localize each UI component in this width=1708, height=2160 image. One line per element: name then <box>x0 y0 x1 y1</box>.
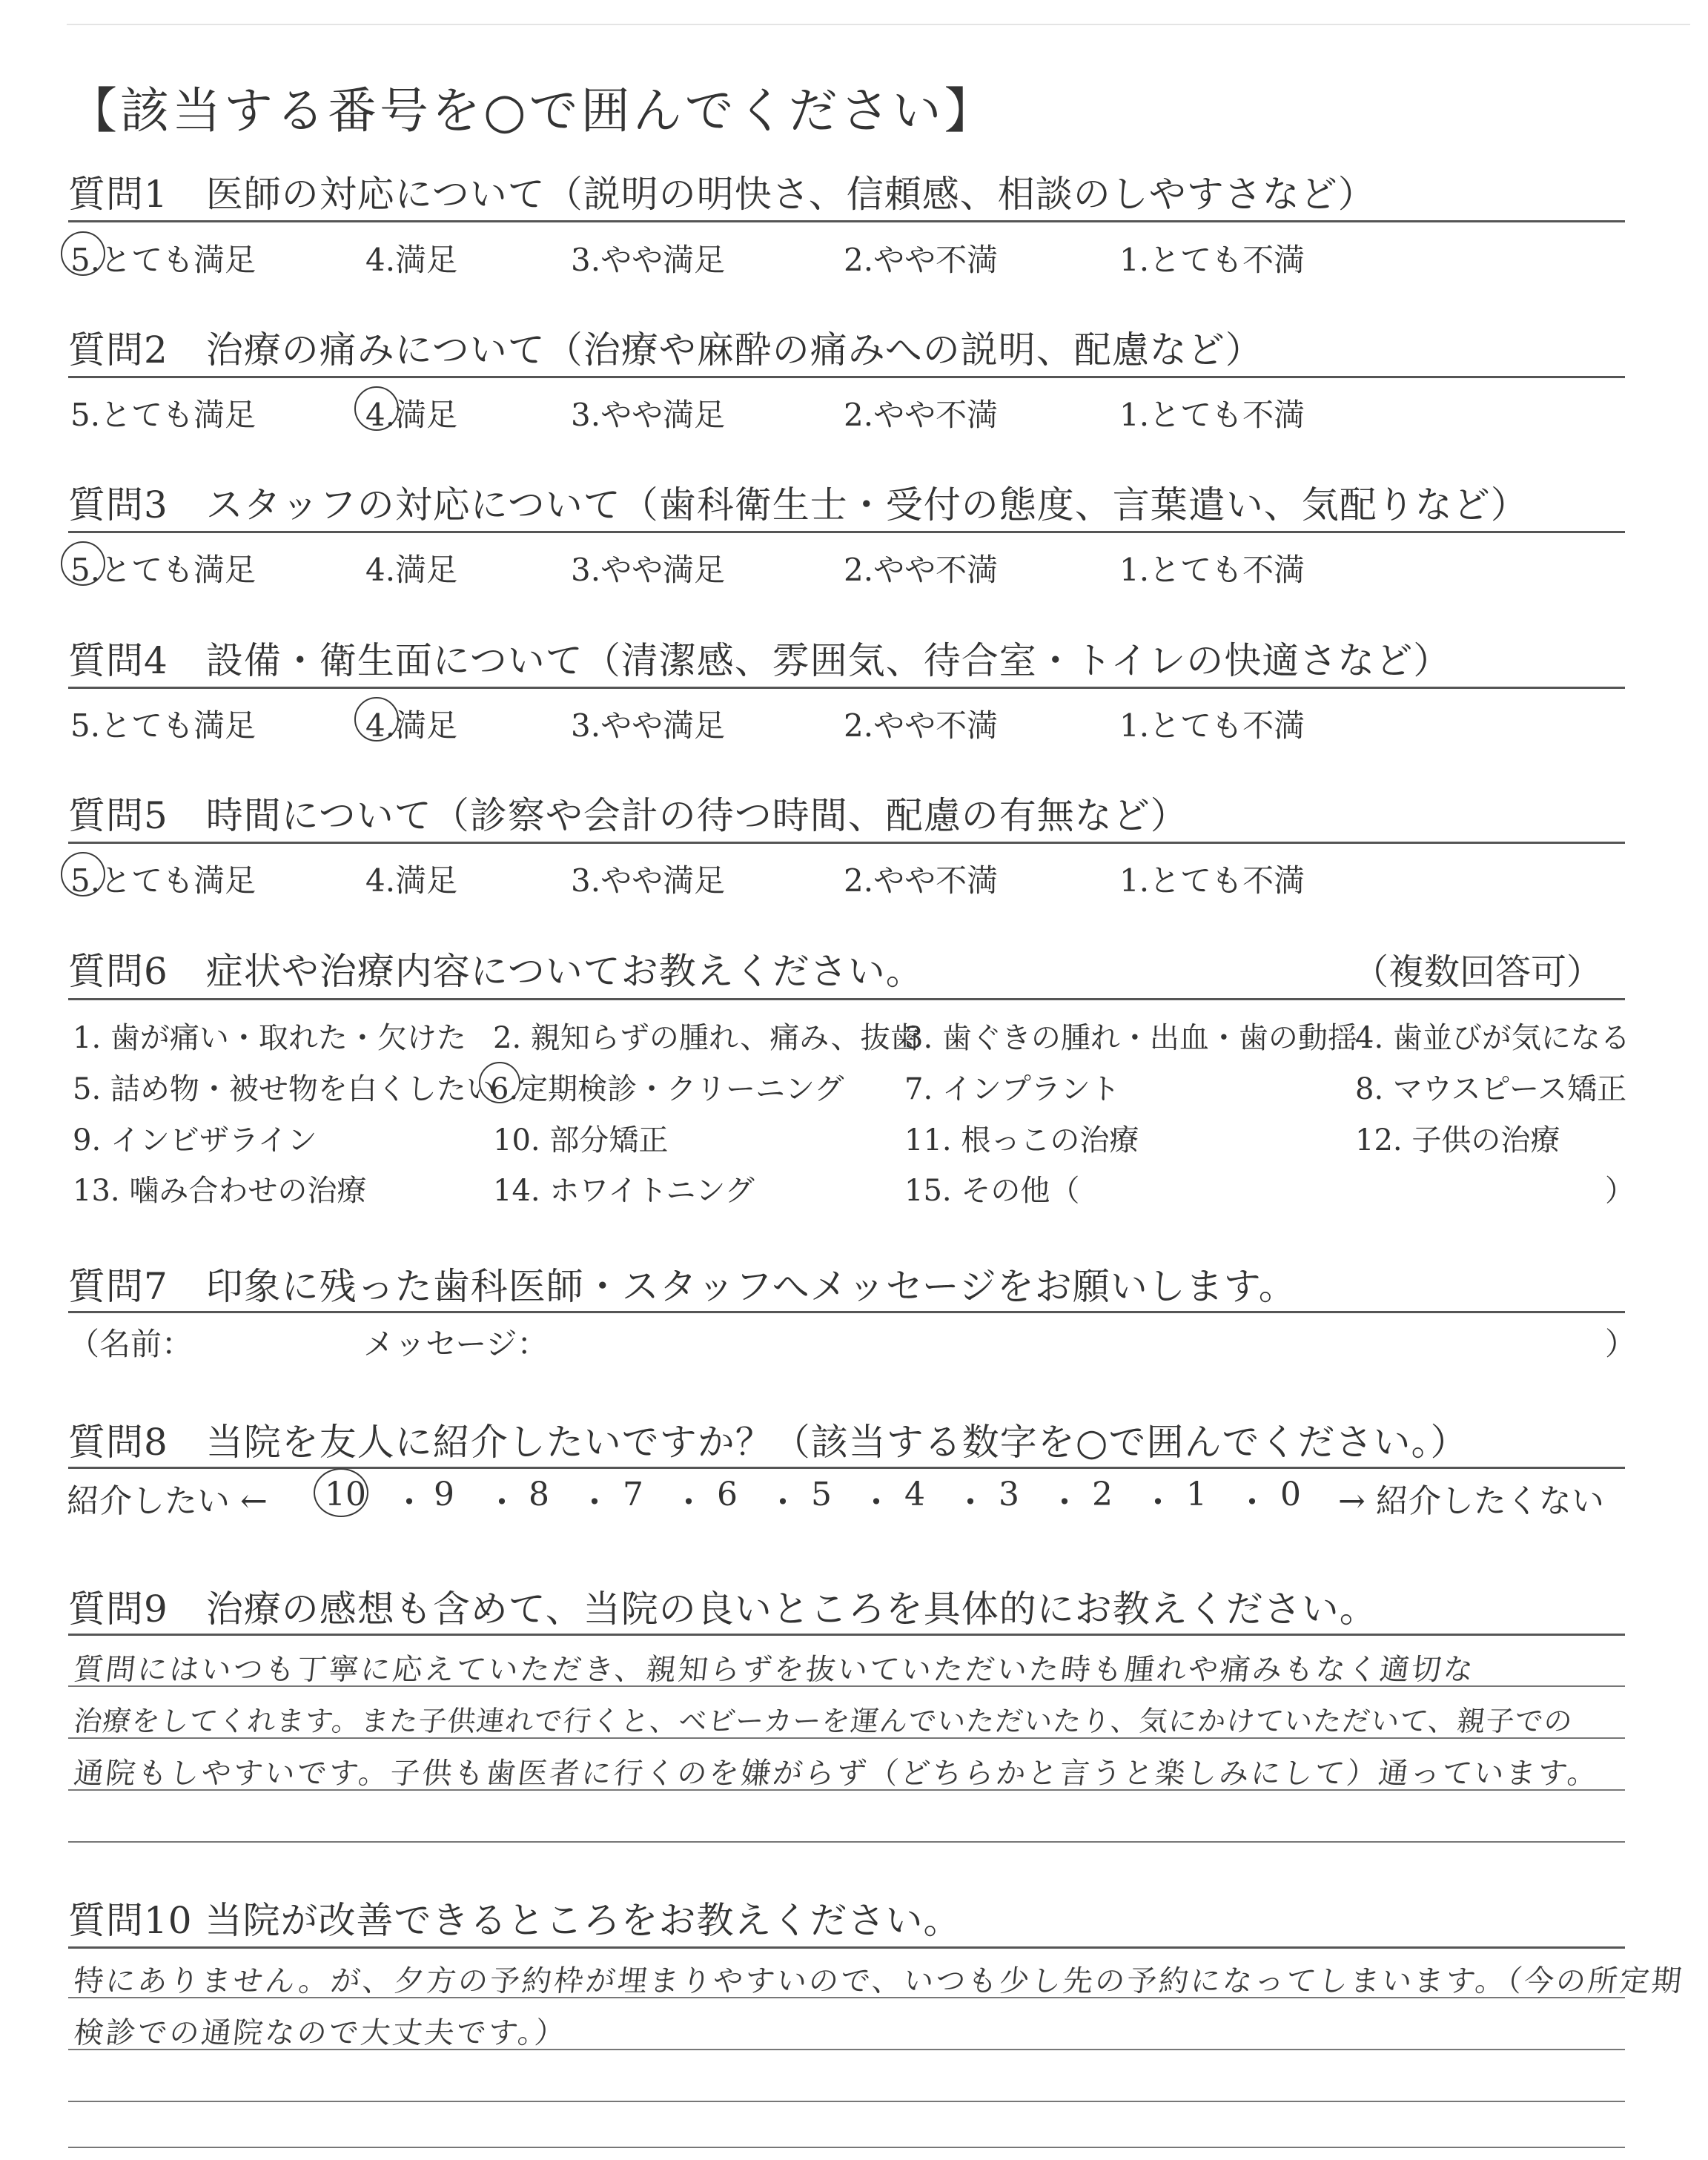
question-6-option-14[interactable]: 14. ホワイトニング <box>493 1174 755 1208</box>
question-6-title: 質問6 症状や治療内容についてお教えください。 <box>68 950 924 993</box>
question-4-option-3[interactable]: 3.やや満足 <box>571 707 726 744</box>
referral-separator: ・ <box>1048 1484 1081 1522</box>
question-2-title: 質問2 治療の痛みについて（治療や麻酔の痛みへの説明、配慮など） <box>68 328 1263 371</box>
question-3-option-3[interactable]: 3.やや満足 <box>571 552 726 588</box>
question-9-answer-rule <box>68 1685 1625 1687</box>
referral-score-7[interactable]: 7 <box>623 1476 643 1513</box>
question-5-option-4[interactable]: 4.満足 <box>365 862 458 899</box>
question-6-option-1[interactable]: 1. 歯が痛い・取れた・欠けた <box>73 1021 466 1055</box>
question-6-note: （複数回答可） <box>1353 951 1603 993</box>
question-9-answer-line-3[interactable]: 通院もしやすいです。子供も歯医者に行くのを嫌がらず（どちらかと言うと楽しみにして）通っています。 <box>72 1757 1601 1791</box>
question-5-title: 質問5 時間について（診察や会計の待つ時間、配慮の有無など） <box>68 794 1188 837</box>
question-3-option-5[interactable]: 5.とても満足 <box>70 552 256 588</box>
question-9-answer-rule <box>68 1789 1625 1791</box>
question-10-answer-rule <box>68 2101 1625 2102</box>
question-6-close-paren: ） <box>1605 1174 1635 1208</box>
referral-separator: ・ <box>954 1484 987 1522</box>
question-7-close-paren: ） <box>1605 1326 1637 1362</box>
page-title: 【該当する番号を○で囲んでください】 <box>68 82 996 139</box>
question-10-answer-rule <box>68 2049 1625 2050</box>
referral-score-6[interactable]: 6 <box>717 1476 738 1513</box>
question-9-rule <box>68 1634 1625 1636</box>
question-2-option-2[interactable]: 2.やや不満 <box>844 397 999 433</box>
question-5-option-1[interactable]: 1.とても不満 <box>1119 862 1305 899</box>
question-7-title: 質問7 印象に残った歯科医師・スタッフへメッセージをお願いします。 <box>68 1265 1297 1308</box>
referral-score-0[interactable]: 0 <box>1280 1476 1301 1513</box>
question-9-answer-rule <box>68 1737 1625 1739</box>
question-1-option-3[interactable]: 3.やや満足 <box>571 242 726 278</box>
referral-separator: ・ <box>486 1484 518 1522</box>
referral-separator: ・ <box>1142 1484 1174 1522</box>
question-3-title: 質問3 スタッフの対応について（歯科衛生士・受付の態度、言葉遣い、気配りなど） <box>68 483 1529 526</box>
referral-score-5[interactable]: 5 <box>811 1476 832 1513</box>
referral-score-10[interactable]: 10 <box>325 1476 366 1513</box>
question-6-option-3[interactable]: 3. 歯ぐきの腫れ・出血・歯の動揺 <box>904 1021 1357 1055</box>
question-10-title: 質問10 当院が改善できるところをお教えください。 <box>68 1899 961 1942</box>
question-6-option-4[interactable]: 4. 歯並びが気になる <box>1355 1021 1630 1055</box>
referral-separator: ・ <box>767 1484 799 1522</box>
question-6-option-11[interactable]: 11. 根っこの治療 <box>904 1123 1139 1157</box>
question-5-rule <box>68 842 1625 844</box>
question-9-answer-line-1[interactable]: 質問にはいつも丁寧に応えていただき、親知らずを抜いていただいた時も腫れや痛みもなく適切な <box>72 1653 1477 1687</box>
question-2-option-1[interactable]: 1.とても不満 <box>1119 397 1305 433</box>
question-2-option-4[interactable]: 4.満足 <box>365 397 458 433</box>
question-6-option-2[interactable]: 2. 親知らずの腫れ、痛み、抜歯 <box>493 1021 920 1055</box>
question-1-title: 質問1 医師の対応について（説明の明快さ、信頼感、相談のしやすさなど） <box>68 173 1376 216</box>
question-3-option-1[interactable]: 1.とても不満 <box>1119 552 1305 588</box>
question-10-answer-rule <box>68 1997 1625 1998</box>
top-border <box>67 24 1690 25</box>
question-6-option-15[interactable]: 15. その他（ <box>904 1174 1080 1208</box>
question-1-option-2[interactable]: 2.やや不満 <box>844 242 999 278</box>
referral-separator: ・ <box>860 1484 893 1522</box>
question-1-option-4[interactable]: 4.満足 <box>365 242 458 278</box>
question-3-option-4[interactable]: 4.満足 <box>365 552 458 588</box>
question-6-option-8[interactable]: 8. マウスピース矯正 <box>1355 1072 1627 1106</box>
question-6-option-12[interactable]: 12. 子供の治療 <box>1355 1123 1560 1157</box>
referral-score-3[interactable]: 3 <box>999 1476 1019 1513</box>
question-1-option-1[interactable]: 1.とても不満 <box>1119 242 1305 278</box>
referral-score-4[interactable]: 4 <box>904 1476 925 1513</box>
referral-separator: ・ <box>672 1484 705 1522</box>
question-5-option-2[interactable]: 2.やや不満 <box>844 862 999 899</box>
question-4-title: 質問4 設備・衛生面について（清潔感、雰囲気、待合室・トイレの快適さなど） <box>68 639 1452 682</box>
question-6-option-9[interactable]: 9. インビザライン <box>73 1123 317 1157</box>
question-7-rule <box>68 1311 1625 1313</box>
question-2-rule <box>68 376 1625 378</box>
question-8-title: 質問8 当院を友人に紹介したいですか？（該当する数字を○で囲んでください。） <box>68 1421 1469 1464</box>
question-8-rule <box>68 1467 1625 1469</box>
referral-score-8[interactable]: 8 <box>529 1476 549 1513</box>
question-6-option-10[interactable]: 10. 部分矯正 <box>493 1123 669 1157</box>
question-10-rule <box>68 1946 1625 1949</box>
question-5-option-5[interactable]: 5.とても満足 <box>70 862 256 899</box>
question-10-answer-line-2[interactable]: 検診での通院なので大丈夫です。） <box>72 2016 569 2050</box>
question-7-message-label[interactable]: メッセージ： <box>363 1326 549 1362</box>
question-9-answer-rule <box>68 1841 1625 1843</box>
referral-score-9[interactable]: 9 <box>434 1476 454 1513</box>
question-4-option-5[interactable]: 5.とても満足 <box>70 707 256 744</box>
question-10-answer-line-1[interactable]: 特にありません。が、夕方の予約枠が埋まりやすいので、いつも少し先の予約になってしまいます。（今の所定期 <box>72 1964 1686 1998</box>
question-6-option-13[interactable]: 13. 噛み合わせの治療 <box>73 1174 367 1208</box>
question-5-option-3[interactable]: 3.やや満足 <box>571 862 726 899</box>
question-6-rule <box>68 998 1625 1000</box>
question-2-option-5[interactable]: 5.とても満足 <box>70 397 256 433</box>
question-3-rule <box>68 531 1625 533</box>
question-4-option-4[interactable]: 4.満足 <box>365 707 458 744</box>
referral-scale-left-label: 紹介したい ← <box>67 1482 268 1520</box>
referral-separator: ・ <box>578 1484 611 1522</box>
question-1-rule <box>68 220 1625 222</box>
referral-separator: ・ <box>393 1484 426 1522</box>
referral-scale-right-label: → 紹介したくない <box>1338 1482 1604 1520</box>
question-3-option-2[interactable]: 2.やや不満 <box>844 552 999 588</box>
question-9-title: 質問9 治療の感想も含めて、当院の良いところを具体的にお教えください。 <box>68 1588 1377 1631</box>
referral-score-2[interactable]: 2 <box>1092 1476 1113 1513</box>
question-10-answer-rule <box>68 2147 1625 2148</box>
question-4-rule <box>68 687 1625 689</box>
referral-score-1[interactable]: 1 <box>1186 1476 1207 1513</box>
question-9-answer-line-2[interactable]: 治療をしてくれます。また子供連れで行くと、ベビーカーを運んでいただいたり、気にかけていただいて、親子での <box>72 1705 1575 1737</box>
question-4-option-2[interactable]: 2.やや不満 <box>844 707 999 744</box>
question-7-name-label[interactable]: （名前： <box>68 1326 193 1362</box>
question-6-option-5[interactable]: 5. 詰め物・被せ物を白くしたい <box>73 1072 496 1106</box>
question-1-option-5[interactable]: 5.とても満足 <box>70 242 256 278</box>
question-6-option-7[interactable]: 7. インプラント <box>904 1072 1120 1106</box>
question-6-option-6[interactable]: 6.定期検診・クリーニング <box>490 1072 844 1106</box>
question-2-option-3[interactable]: 3.やや満足 <box>571 397 726 433</box>
referral-separator: ・ <box>1236 1484 1268 1522</box>
question-4-option-1[interactable]: 1.とても不満 <box>1119 707 1305 744</box>
